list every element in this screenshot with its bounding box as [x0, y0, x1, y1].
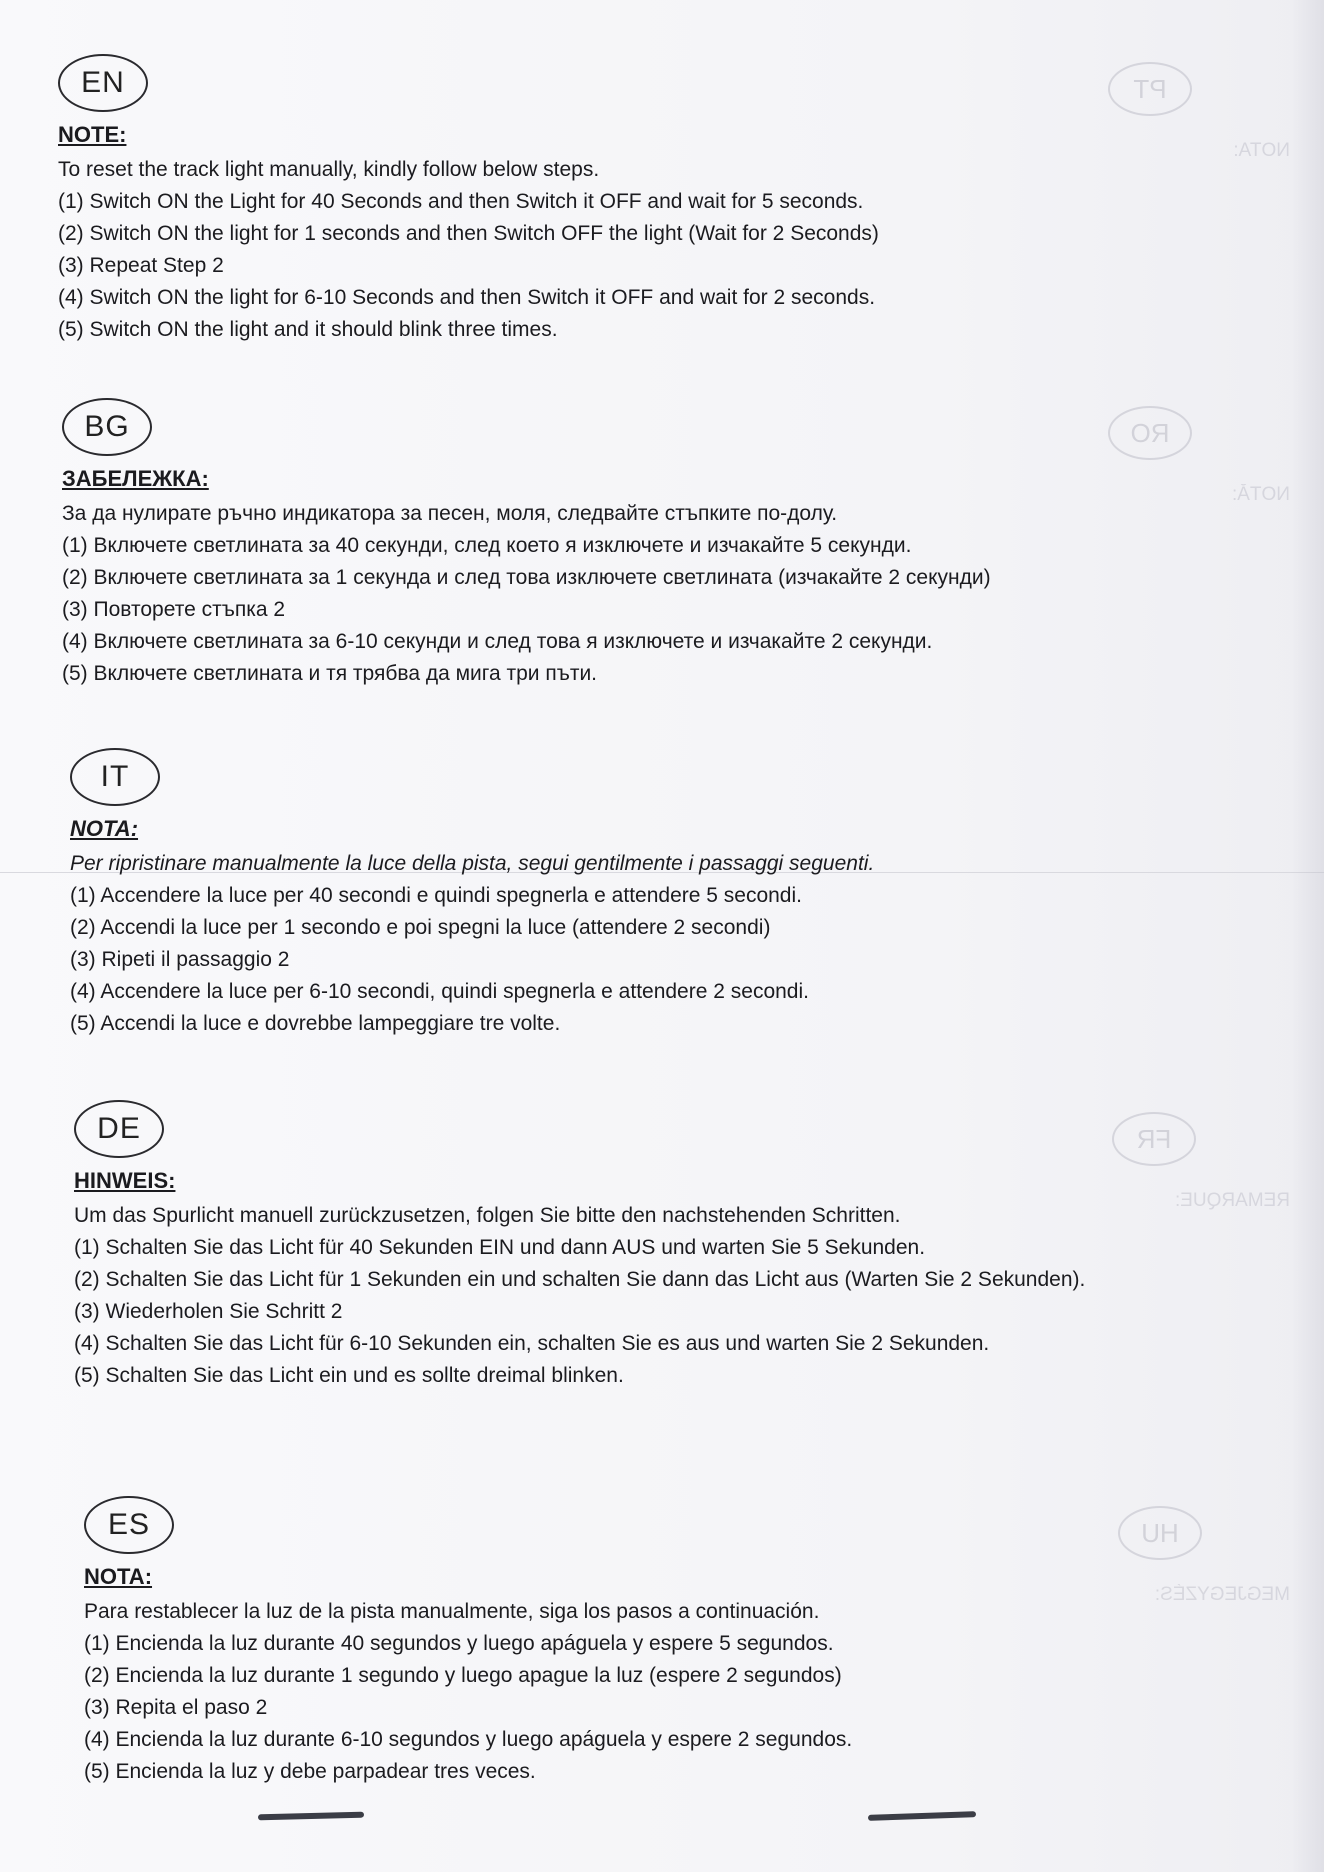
section-heading: NOTA:: [84, 1564, 153, 1589]
step-item: (3) Wiederholen Sie Schritt 2: [74, 1300, 343, 1323]
language-badge-en: EN: [58, 54, 148, 112]
bleed-heading-pt: NOTA:: [1233, 140, 1290, 161]
section-intro: Para restablecer la luz de la pista manualmente, siga los pasos a continuación.: [84, 1600, 820, 1623]
step-item: (5) Включете светлината и тя трябва да мига три пъти.: [62, 662, 598, 685]
step-item: (1) Encienda la luz durante 40 segundos y luego apáguela y espere 5 segundos.: [84, 1632, 834, 1655]
language-badge-es: ES: [84, 1496, 174, 1554]
step-item: (3) Ripeti il passaggio 2: [70, 948, 290, 971]
section-heading: ЗАБЕЛЕЖКА:: [62, 466, 209, 491]
section-de: [74, 1100, 1114, 1392]
section-heading: NOTA:: [70, 816, 139, 841]
paper-edge: [1290, 0, 1324, 1872]
bleed-badge-ro: RO: [1108, 406, 1192, 460]
section-bg: [62, 398, 1102, 690]
step-item: (2) Accendi la luce per 1 secondo e poi spegni la luce (attendere 2 secondi): [70, 916, 771, 939]
step-item: (5) Switch ON the light and it should blink three times.: [58, 318, 558, 341]
section-intro: Per ripristinare manualmente la luce della pista, segui gentilmente i passaggi seguenti.: [70, 852, 875, 875]
step-item: (3) Repeat Step 2: [58, 254, 224, 277]
section-heading: NOTE:: [58, 122, 127, 147]
step-item: (1) Switch ON the Light for 40 Seconds and then Switch it OFF and wait for 5 seconds.: [58, 190, 864, 213]
step-item: (4) Encienda la luz durante 6-10 segundos y luego apáguela y espere 2 segundos.: [84, 1728, 853, 1751]
step-list: [84, 1628, 1124, 1788]
step-item: (1) Accendere la luce per 40 secondi e quindi spegnerla e attendere 5 secondi.: [70, 884, 802, 907]
section-it: [70, 748, 1110, 1040]
step-item: (3) Повторете стъпка 2: [62, 598, 286, 621]
step-item: (2) Schalten Sie das Licht für 1 Sekunden ein und schalten Sie dann das Licht aus (Warten Sie 2 Sekunden).: [74, 1268, 1086, 1291]
language-badge-de: DE: [74, 1100, 164, 1158]
step-item: (4) Включете светлината за 6-10 секунди и след това я изключете и изчакайте 2 секунди.: [62, 630, 933, 653]
step-item: (3) Repita el paso 2: [84, 1696, 268, 1719]
step-item: (4) Schalten Sie das Licht für 6-10 Sekunden ein, schalten Sie es aus und warten Sie 2 Sekunden.: [74, 1332, 990, 1355]
section-es: [84, 1496, 1124, 1788]
bleed-heading-fr: REMARQUE:: [1174, 1190, 1290, 1211]
bleed-badge-fr: FR: [1112, 1112, 1196, 1166]
step-list: [58, 186, 1098, 346]
step-item: (2) Включете светлината за 1 секунда и след това изключете светлината (изчакайте 2 секунди): [62, 566, 991, 589]
bleed-badge-pt: PT: [1108, 62, 1192, 116]
step-item: (4) Accendere la luce per 6-10 secondi, quindi spegnerla e attendere 2 secondi.: [70, 980, 809, 1003]
section-en: [58, 54, 1098, 346]
step-item: (5) Encienda la luz y debe parpadear tres veces.: [84, 1760, 536, 1783]
step-item: (1) Включете светлината за 40 секунди, след което я изключете и изчакайте 5 секунди.: [62, 534, 912, 557]
section-heading: HINWEIS:: [74, 1168, 176, 1193]
step-item: (5) Schalten Sie das Licht ein und es sollte dreimal blinken.: [74, 1364, 624, 1387]
language-badge-bg: BG: [62, 398, 152, 456]
step-item: (5) Accendi la luce e dovrebbe lampeggiare tre volte.: [70, 1012, 561, 1035]
section-intro: To reset the track light manually, kindly follow below steps.: [58, 158, 600, 181]
bleed-badge-hu: HU: [1118, 1506, 1202, 1560]
step-list: [62, 530, 1102, 690]
step-list: [70, 880, 1110, 1040]
section-intro: Um das Spurlicht manuell zurückzusetzen, folgen Sie bitte den nachstehenden Schritten.: [74, 1204, 901, 1227]
step-item: (2) Switch ON the light for 1 seconds and then Switch OFF the light (Wait for 2 Seconds): [58, 222, 879, 245]
step-item: (4) Switch ON the light for 6-10 Seconds and then Switch it OFF and wait for 2 seconds.: [58, 286, 876, 309]
step-item: (1) Schalten Sie das Licht für 40 Sekunden EIN und dann AUS und warten Sie 5 Sekunden.: [74, 1236, 926, 1259]
language-badge-it: IT: [70, 748, 160, 806]
section-intro: За да нулирате ръчно индикатора за песен, моля, следвайте стъпките по-долу.: [62, 502, 838, 525]
bleed-heading-hu: MEGJEGYZÉS:: [1154, 1584, 1290, 1605]
bleed-heading-ro: NOTĂ:: [1231, 484, 1290, 505]
step-item: (2) Encienda la luz durante 1 segundo y luego apague la luz (espere 2 segundos): [84, 1664, 842, 1687]
step-list: [74, 1232, 1114, 1392]
